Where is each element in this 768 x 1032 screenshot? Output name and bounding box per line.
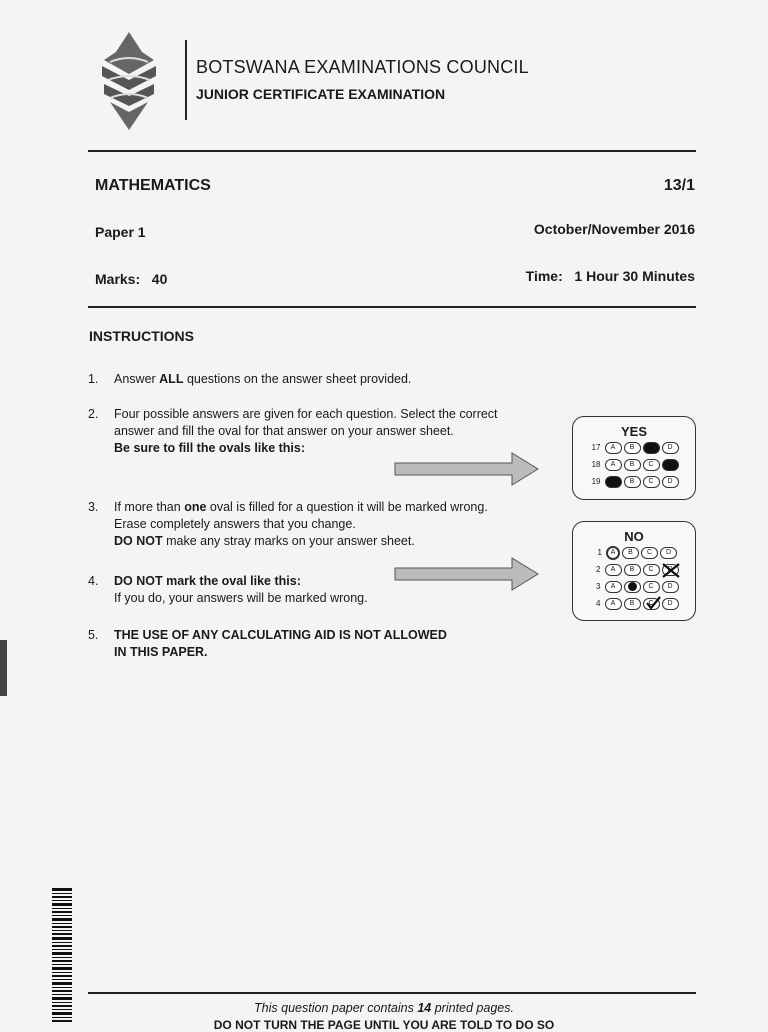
partial-fill-dot (628, 582, 637, 591)
bec-logo-icon (96, 32, 162, 130)
oval-row: 4 A B C D (573, 595, 695, 612)
yes-example-box (572, 416, 696, 500)
oval-row: 18 A B C (573, 456, 695, 473)
paper-code: 13/1 (663, 177, 695, 194)
top-rule (88, 150, 696, 152)
subject-title: MATHEMATICS (95, 177, 211, 194)
exam-duration: Time: 1 Hour 30 Minutes (525, 268, 695, 284)
yes-title: YES (620, 424, 647, 439)
header-divider (185, 40, 187, 120)
oval-row: 3 A C D (573, 578, 695, 595)
council-name: BOTSWANA EXAMINATIONS COUNCIL (196, 57, 529, 77)
mid-rule (88, 306, 696, 308)
oval-row: 19 B C D (573, 473, 695, 490)
oval-row: 2 A B C (573, 561, 695, 578)
exam-name: JUNIOR CERTIFICATE EXAMINATION (196, 86, 446, 102)
no-example-box (572, 521, 696, 621)
oval-row: 17 A B D (573, 439, 695, 456)
do-not-turn-warning: DO NOT TURN THE PAGE UNTIL YOU ARE TOLD TO DO SO (213, 1018, 555, 1032)
page-count-note: This question paper contains 14 printed pages. (254, 1001, 514, 1015)
page-edge-tab (0, 640, 7, 696)
paper-number: Paper 1 (95, 224, 146, 240)
arrow-right-icon (394, 452, 540, 486)
instructions-heading: INSTRUCTIONS (89, 328, 194, 344)
cross-mark-icon (661, 562, 681, 579)
arrow-right-icon (394, 557, 540, 591)
exam-session: October/November 2016 (533, 221, 695, 237)
no-title: NO (624, 529, 644, 544)
total-marks: Marks: 40 (95, 271, 168, 287)
tick-mark-icon (644, 596, 662, 611)
oval-row: 1 A B C D (573, 544, 695, 561)
footer-rule (88, 992, 696, 994)
